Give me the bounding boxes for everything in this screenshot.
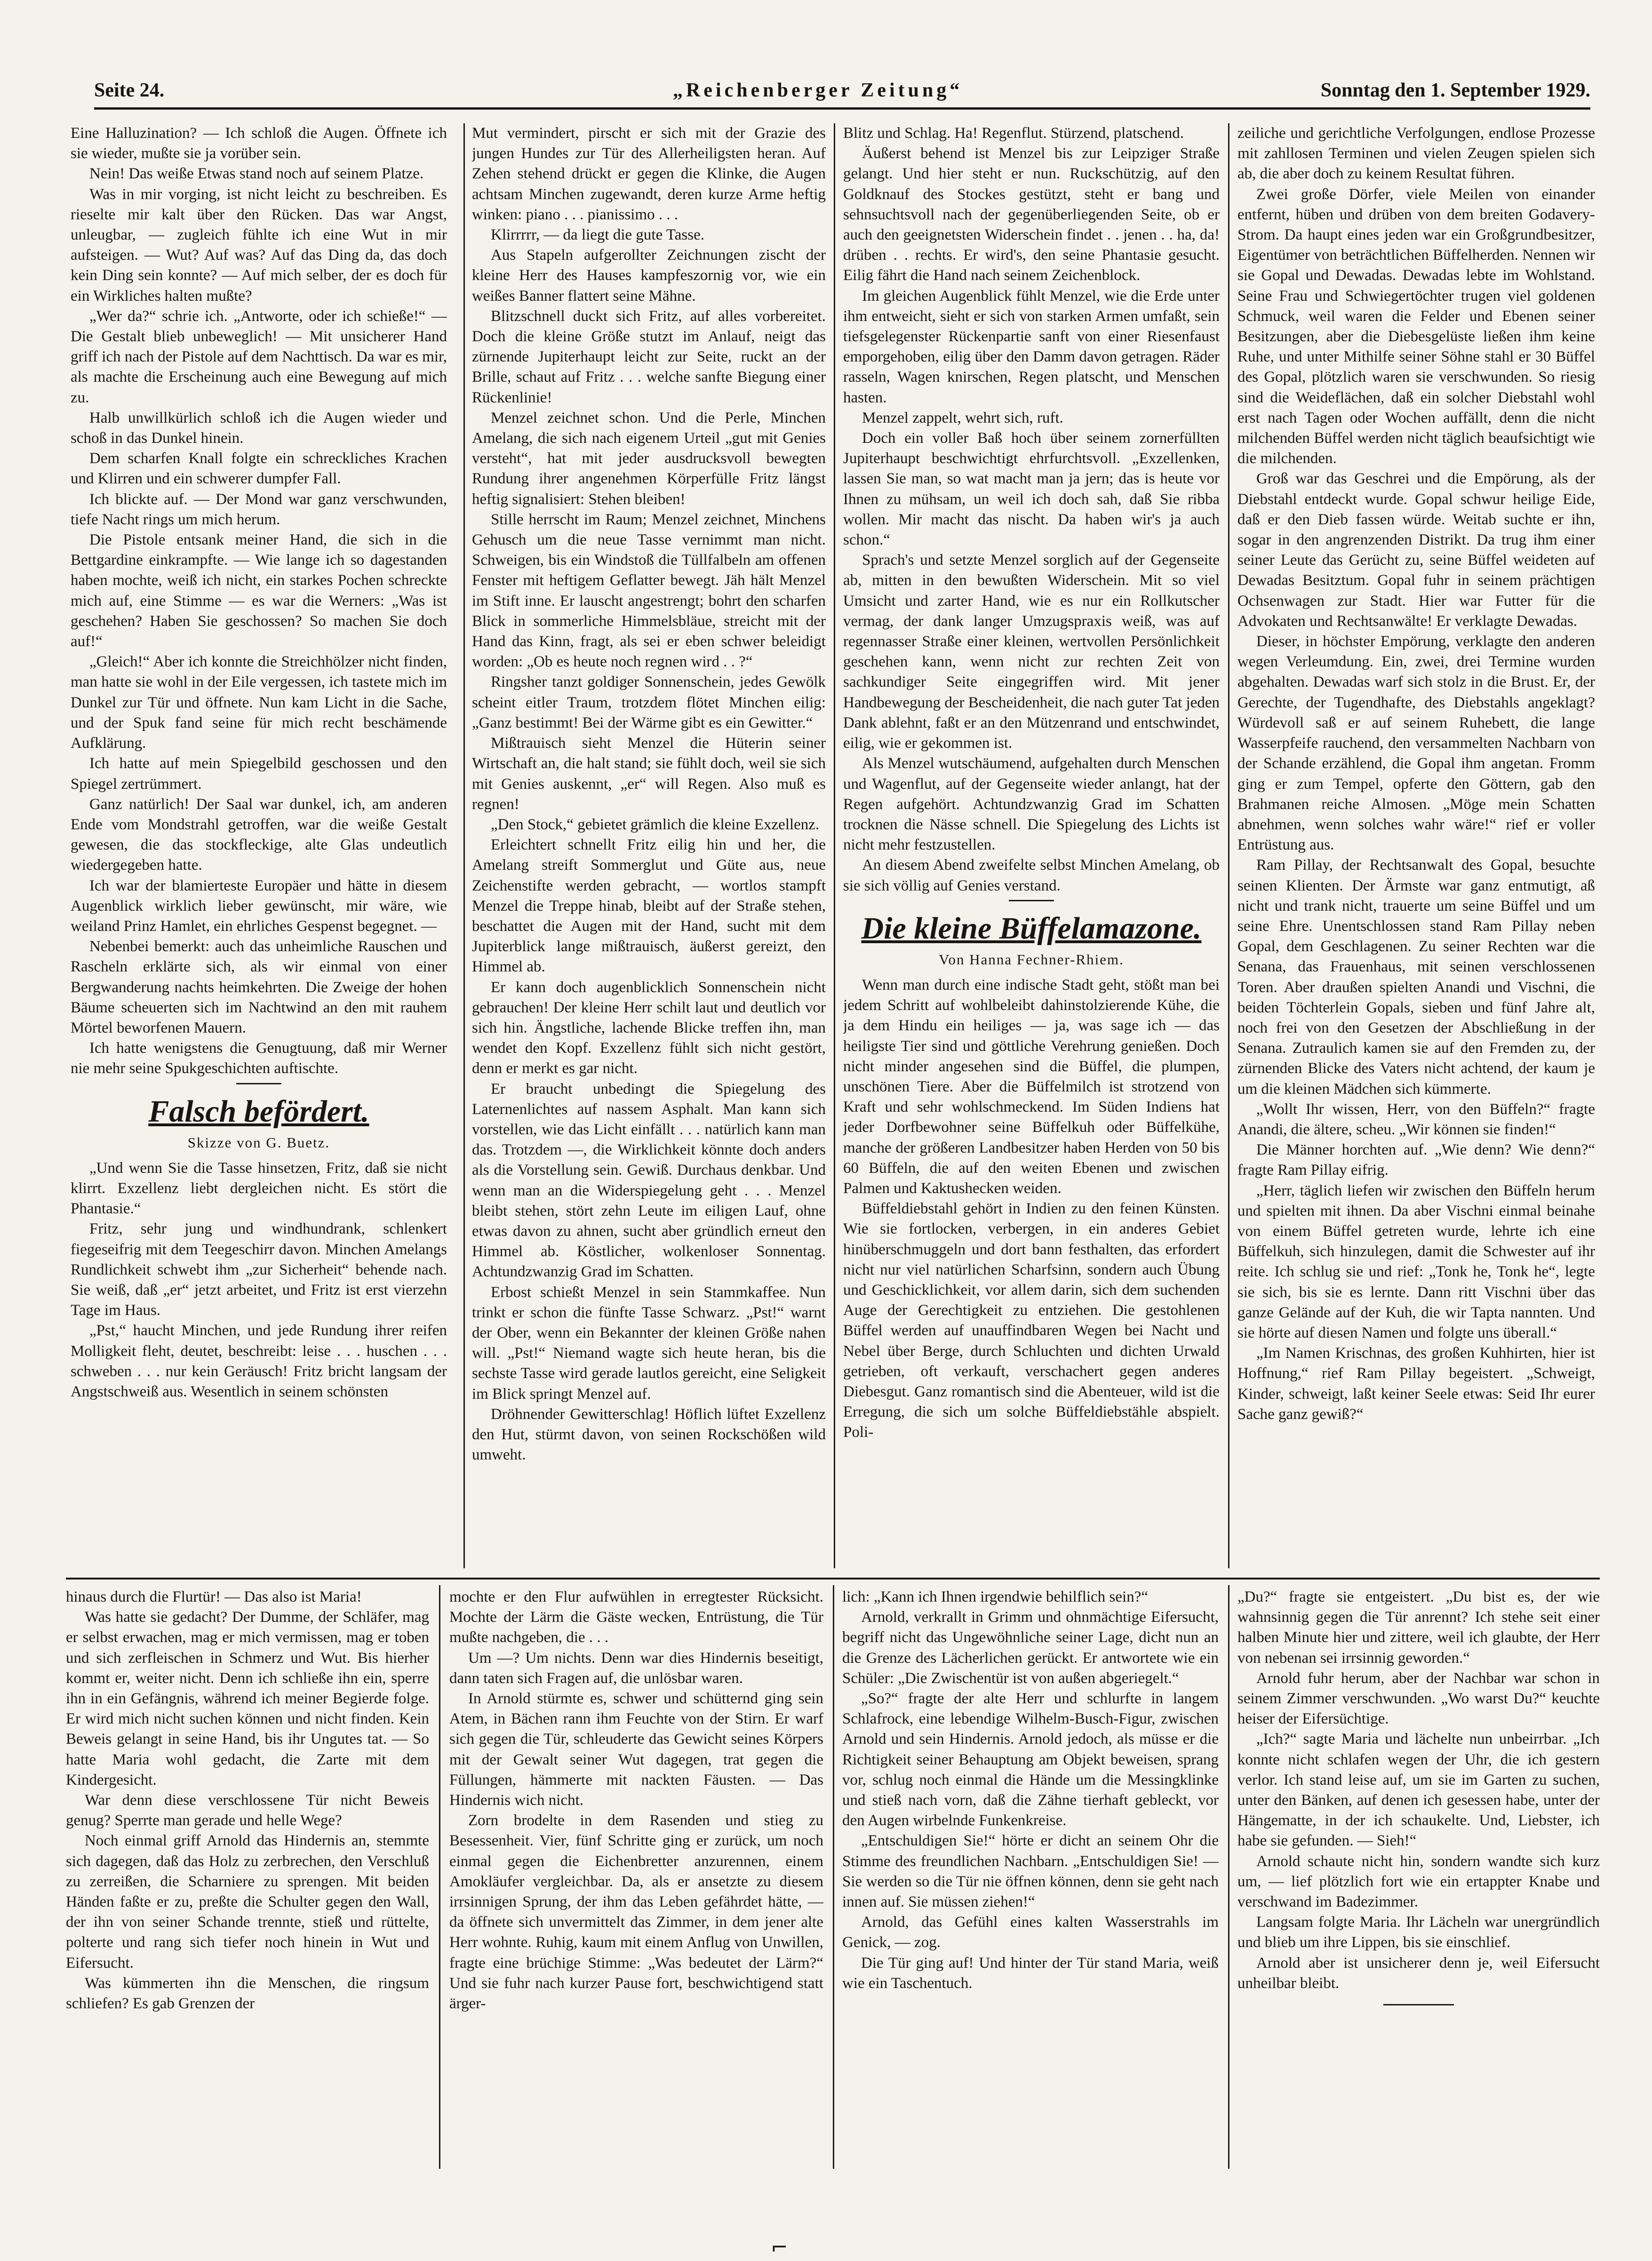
- paragraph: Im gleichen Augenblick fühlt Menzel, wie die Erde unter ihm entweicht, sieht er sich von starken Armen umfaßt, sein tiefsgelegenster Rückenpartie sanft von einer Riesenfaust emporgehoben, eilig über den Damm davon getragen. Räder rasseln, Wagen knirschen, Regen platscht, und Menschen hasten.: [843, 287, 1220, 406]
- story-divider: [1009, 900, 1054, 901]
- paragraph: Dröhnender Gewitterschlag! Höflich lüftet Exzellenz den Hut, stürmt davon, von seinen Rockschößen wild umweht.: [472, 1405, 826, 1464]
- paragraph: Er kann doch augenblicklich Sonnenschein nicht gebrauchen! Der kleine Herr schilt laut und deutlich vor sich hin. Ängstliche, lachende Blicke treffen ihn, man wendet den Kopf. Exzellenz fühlt sich nicht gestört, denn er merkt es gar nicht.: [472, 978, 826, 1077]
- paragraph: Er braucht unbedingt die Spiegelung des Laternenlichtes auf nassem Asphalt. Man kann sich vorstellen, wie das Licht einfällt . . . natürlich kann man das. Trotzdem —, die Wirklichkeit könnte doch anders als die Vorstellung sein. Gewiß. Durchaus denkbar. Und wenn man an die Widerspiegelung geht . . . Menzel bleibt stehen, stört zehn Leute im eiligen Lauf, ohne etwas davon zu ahnen, sucht aber gründlich erneut den Himmel ab. Köstlicher, wolkenloser Sonnentag. Achtundzwanzig Grad im Schatten.: [472, 1080, 826, 1281]
- paragraph: „Pst,“ haucht Minchen, und jede Rundung ihrer reifen Molligkeit fleht, deutet, beschreibt: leise . . . huschen . . . schweben . . . nur kein Geräusch! Fritz bricht langsam der Angstschweiß aus. Wesentlich in seinem schönsten: [71, 1322, 447, 1400]
- paragraph: Ringsher tanzt goldiger Sonnenschein, jedes Gewölk scheint eitler Traum, trotzdem flötet Minchen eilig: „Ganz bestimmt! Bei der Wärme gibt es ein Gewitter.“: [472, 673, 826, 731]
- column-divider: [463, 123, 465, 1568]
- paragraph: Sprach's und setzte Menzel sorglich auf der Gegenseite ab, mitten in den bewußten Widerschein. Mit so viel Umsicht und zarter Hand, wie es nur ein Rollkutscher vermag, der dank langer Umzugspraxis weiß, was auf regennasser Straße einer kleinen, wertvollen Persönlichkeit geschehen kann, wenn nicht zur rechten Zeit von sachkundiger Seite eingegriffen wird. Mit jener Handbewegung der Bescheidenheit, die nach guter Tat jeden Dank ablehnt, faßt er an den Mützenrand und entschwindet, eilig, wie er gekommen ist.: [843, 552, 1220, 752]
- paragraph: Erleichtert schnellt Fritz eilig hin und her, die Amelang streift Sommerglut und Güte aus, neue Zeichenstifte werden gebracht, — wortlos stampft Menzel die Treppe hinab, bleibt auf der Straße stehen, beschattet die Augen mit der Hand, sucht mit dem Jupiterblick lange mißtrauisch, äußerst gereizt, den Himmel ab.: [472, 836, 826, 976]
- paragraph: Noch einmal griff Arnold das Hindernis an, stemmte sich dagegen, daß das Holz zu zerbrechen, den Verschluß zu zerreißen, die Scharniere zu sprengen. Mit beiden Händen faßte er zu, preßte die Schulter gegen den Wall, der ihn von seiner Schande trennte, stieß und rüttelte, polterte und rang sich tiefer noch hinein in Wut und Eifersucht.: [66, 1832, 429, 1972]
- paragraph: Ich hatte auf mein Spiegelbild geschossen und den Spiegel zertrümmert.: [71, 755, 447, 793]
- story-byline: Von Hanna Fechner-Rhiem.: [939, 951, 1124, 968]
- header-rule: [94, 107, 1590, 110]
- article-column: [1237, 123, 1595, 1569]
- newspaper-name: „Reichenberger Zeitung“: [673, 80, 963, 101]
- paragraph: Eine Halluzination? — Ich schloß die Augen. Öffnete ich sie wieder, mußte sie ja vorüber sein.: [71, 125, 447, 162]
- article-column: [843, 123, 1220, 1569]
- paragraph: Klirrrrr, — da liegt die gute Tasse.: [491, 226, 704, 244]
- column-divider: [833, 1585, 834, 2169]
- paragraph: Blitzschnell duckt sich Fritz, auf alles vorbereitet. Doch die kleine Größe stutzt im Anlauf, neigt das zürnende Jupiterhaupt leicht zur Seite, ruckt an der Brille, schaut auf Fritz . . . welche sanfte Biegung einer Rückenlinie!: [472, 307, 826, 406]
- paragraph: Büffeldiebstahl gehört in Indien zu den feinen Künsten. Wie sie fortlocken, verbergen, in ein anderes Gebiet hinüberschmuggeln und dort bann festhalten, das erfordert nicht nur viel natürlichen Scharfsinn, sondern auch Übung und Geschicklichkeit, vor allem darin, sich dem suchenden Auge der Gerechtigkeit zu entziehen. Die gestohlenen Büffel werden auf unauffindbaren Wegen bei Nacht und Nebel über Berge, durch Schluchten und dichten Urwald getrieben, oft verkauft, verschachert gegen anderes Diebesgut. Ganz romantisch sind die Abenteuer, wild ist die Erregung, die sich um solche Büffeldiebstähle abspielt. Poli-: [843, 1200, 1220, 1441]
- paragraph: hinaus durch die Flurtür! — Das also ist Maria!: [66, 1588, 362, 1605]
- article-column: [1237, 1587, 1600, 2171]
- paragraph: „Wollt Ihr wissen, Herr, von den Büffeln?“ fragte Anandi, die ältere, scheu. „Wir können sie finden!“: [1237, 1100, 1595, 1138]
- paragraph: „Den Stock,“ gebietet grämlich die kleine Exzellenz.: [491, 816, 820, 833]
- paragraph: Ich hatte wenigstens die Genugtuung, daß mir Werner nie mehr seine Spukgeschichten auftischte.: [71, 1040, 447, 1077]
- article-column: [472, 123, 826, 1569]
- story-divider: [236, 1083, 281, 1084]
- paragraph: Die Tür ging auf! Und hinter der Tür stand Maria, weiß wie ein Taschentuch.: [842, 1954, 1219, 1992]
- column-divider: [834, 123, 835, 1568]
- paragraph: Arnold aber ist unsicherer denn je, weil Eifersucht unheilbar bleibt.: [1237, 1954, 1600, 1992]
- paragraph: Dem scharfen Knall folgte ein schreckliches Krachen und Klirren und ein schwerer dumpfer Fall.: [71, 450, 447, 488]
- paragraph: Arnold, das Gefühl eines kalten Wasserstrahls im Genick, — zog.: [842, 1914, 1219, 1951]
- column-divider: [439, 1585, 440, 2169]
- paragraph: An diesem Abend zweifelte selbst Minchen Amelang, ob sie sich völlig auf Genies verstand.: [843, 857, 1220, 894]
- story-end-rule: [1383, 2004, 1454, 2005]
- paragraph: Arnold, verkrallt in Grimm und ohnmächtige Eifersucht, begriff nicht das Ungewöhnliche seiner Lage, dicht nun an die Grenze des Lächerlichen gerückt. Er antwortete wie ein Schüler: „Die Zwischentür ist von außen abgeriegelt.“: [842, 1609, 1219, 1687]
- paragraph: „Herr, täglich liefen wir zwischen den Büffeln herum und spielten mit ihnen. Da aber Vischni einmal beinahe von einem Büffel getreten wurde, lehrte ich eine Büffelkuh, sich hinzulegen, damit die Schwester auf ihr reite. Ich schlug sie und rief: „Tonk he, Tonk he“, legte sie sich, bis sie es lernte. Dann ritt Vischni über das ganze Gelände auf der Kuh, die wir Tapta nannten. Und sie hörte auf diesen Namen und folgte uns überall.“: [1237, 1182, 1595, 1341]
- paragraph: Als Menzel wutschäumend, aufgehalten durch Menschen und Wagenflut, auf der Gegenseite wieder anlangt, hat der Regen aufgehört. Achtundzwanzig Grad im Schatten trocknen die Nässe schnell. Die Spiegelung des Lichts ist nicht mehr festzustellen.: [843, 755, 1220, 854]
- paragraph: Die Pistole entsank meiner Hand, die sich in die Bettgardine einkrampfte. — Wie lange ich so dagestanden haben mochte, weiß ich nicht, ein starkes Pochen schreckte mich auf, eine Stimme — es war die Werners: „Was ist geschehen? Haben Sie geschossen? So machen Sie doch auf!“: [71, 531, 447, 650]
- paragraph: Um —? Um nichts. Denn war dies Hindernis beseitigt, dann taten sich Fragen auf, die unlösbar waren.: [449, 1649, 823, 1687]
- paragraph: Was hatte sie gedacht? Der Dumme, der Schläfer, mag er selbst erwachen, mag er mich vermissen, mag er toben und sich zerfleischen in Schmerz und Wut. Bis hierher kommt er, weiter nicht. Denn ich schließe ihn ein, sperre ihn in ein Gefängnis, während ich meiner Begierde folge. Er wird mich nicht suchen können und nicht finden. Kein Beweis gelangt in seine Hand, bis ihr Ungutes tat. — So hatte Maria wohl gedacht, die Zarte mit dem Kindergesicht.: [66, 1609, 429, 1788]
- story-byline: Skizze von G. Buetz.: [187, 1134, 330, 1151]
- paragraph: Mut vermindert, pirscht er sich mit der Grazie des jungen Hundes zur Tür des Allerheiligsten heran. Auf Zehen stehend drückt er gegen die Klinke, die Augen achtsam Minchen zugewandt, deren kurze Arme heftig winken: piano . . . pianissimo . . .: [472, 125, 826, 223]
- paragraph: „So?“ fragte der alte Herr und schlurfte in langem Schlafrock, eine lebendige Wilhelm-Busch-Figur, zwischen Arnold und sein Hindernis. Arnold jedoch, als müsse er die Richtigkeit seiner Behauptung am Objekt beweisen, sprang vor, schlug noch einmal die Hände um die Messingklinke und stieß nach vorn, daß die Zähne tierhaft gebleckt, vor den Augen wirbelnde Funkenkreise.: [842, 1690, 1219, 1829]
- article-column: [66, 1587, 429, 2171]
- paragraph: Ich blickte auf. — Der Mond war ganz verschwunden, tiefe Nacht rings um mich herum.: [71, 490, 447, 528]
- paragraph: Dieser, in höchster Empörung, verklagte den anderen wegen Verleumdung. Ein, zwei, drei Termine wurden abgehalten. Dewadas warf sich stolz in die Brust. Er, der Gerechte, der Tugendhafte, des Diebstahls angeklagt? Würdevoll saß er auf seinem Ruhebett, die lange Wasserpfeife rauchend, den versammelten Nachbarn von der Schande erzählend, die Gopal ihm angetan. Fromm ging er zum Tempel, opferte den Göttern, gab den Brahmanen reiche Almosen. „Möge mein Schatten abnehmen, wenn solches wahr wäre!“ rief er voller Entrüstung aus.: [1237, 633, 1595, 854]
- column-divider: [1228, 123, 1229, 1568]
- paragraph: Ich war der blamierteste Europäer und hätte in diesem Augenblick wirklich lieber gewünscht, mir wäre, wie weiland Prinz Hamlet, ein ehrliches Gespenst begegnet. —: [71, 877, 447, 935]
- page-number: Seite 24.: [94, 80, 165, 101]
- footer-mark: ⌐: [771, 2236, 788, 2260]
- paragraph: Was kümmerten ihn die Menschen, die ringsum schliefen? Es gab Grenzen der: [66, 1974, 429, 2012]
- paragraph: Äußerst behend ist Menzel bis zur Leipziger Straße gelangt. Und hier steht er nun. Ruckschützig, auf den Goldknauf des Stockes gestützt, steht er bang und sehnsuchtsvoll nach der gegenüberliegenden Seite, ob er auch den geeignetsten Widerschein findet . . jenen . . ha, da! drüben . . rechts. Er wird's, den seine Phantasie gesucht. Eilig fährt die Hand nach seinem Zeichenblock.: [843, 145, 1220, 284]
- paragraph: Ram Pillay, der Rechtsanwalt des Gopal, besuchte seinen Klienten. Der Ärmste war ganz entmutigt, aß nicht und trank nicht, trauerte um seine Büffel und um seine Ehre. Unentschlossen stand Ram Pillay neben Gopal, dem Geschlagenen. Zu seiner Rechten war die Senana, das Frauenhaus, mit seinen verschlossenen Toren. Aber draußen spielten Anandi und Vischni, die beiden Töchterlein Gopals, sieben und fünf Jahre alt, noch frei von den Gesetzen der Abschließung in der Senana. Zutraulich kamen sie auf den Fremden zu, der zürnenden Blicke des Vaters nicht achtend, der kaum je um die kleinen Mädchen sich kümmerte.: [1237, 857, 1595, 1098]
- paragraph: Zorn brodelte in dem Rasenden und stieg zu Besessenheit. Vier, fünf Schritte ging er zurück, um noch einmal gegen die Eichenbretter anzurennen, einem Amokläufer vergleichbar. Da, als er ansetzte zu diesem irrsinnigen Sprung, der ihm das Leben gefährdet hätte, — da öffnete sich unvermittelt das Zimmer, in dem jener alte Herr wohnte. Ruhig, kaum mit einem Anflug von Unwillen, fragte eine brüchige Stimme: „Was bedeutet der Lärm?“ Und sie fuhr nach kurzer Pause fort, beschwichtigend statt ärger-: [449, 1812, 823, 2012]
- story-title: Falsch befördert.: [148, 1094, 369, 1129]
- paragraph: Die Männer horchten auf. „Wie denn? Wie denn?“ fragte Ram Pillay eifrig.: [1237, 1141, 1595, 1179]
- paragraph: Nein! Das weiße Etwas stand noch auf seinem Platze.: [89, 165, 424, 183]
- paragraph: zeiliche und gerichtliche Verfolgungen, endlose Prozesse mit zahllosen Terminen und vielen Zeugen spielen sich ab, die aber doch zu keinem Resultat führen.: [1237, 125, 1595, 183]
- paragraph: „Gleich!“ Aber ich konnte die Streichhölzer nicht finden, man hatte sie wohl in der Eile vergessen, ich tastete mich im Dunkel zur Tür und öffnete. Nun kam Licht in die Sache, und der Spuk fand seine für mich recht beschämende Aufklärung.: [71, 653, 447, 752]
- paragraph: „Ich?“ sagte Maria und lächelte nun unbeirrbar. „Ich konnte nicht schlafen wegen der Uhr, die ich gestern verlor. Ich stand leise auf, um sie im Garten zu suchen, unter den Bänken, auf denen ich gesessen habe, unter der Hängematte, in der ich schaukelte. Und, Liebster, ich habe sie gefunden. — Sieh!“: [1237, 1731, 1600, 1850]
- section-divider: [66, 1578, 1600, 1579]
- paragraph: War denn diese verschlossene Tür nicht Beweis genug? Sperrte man gerade und helle Wege?: [66, 1792, 429, 1829]
- paragraph: „Wer da?“ schrie ich. „Antworte, oder ich schieße!“ — Die Gestalt blieb unbeweglich! — Mit unsicherer Hand griff ich nach der Pistole auf dem Nachttisch. Da war es mir, als machte die Erscheinung auch eine Bewegung auf mich zu.: [71, 307, 447, 406]
- paragraph: Halb unwillkürlich schloß ich die Augen wieder und schoß in das Dunkel hinein.: [71, 409, 447, 447]
- story-title: Die kleine Büffelamazone.: [861, 911, 1202, 946]
- paragraph: Langsam folgte Maria. Ihr Lächeln war unergründlich und blieb um ihre Lippen, bis sie einschlief.: [1237, 1914, 1600, 1951]
- article-column: [71, 123, 447, 1569]
- paragraph: Groß war das Geschrei und die Empörung, als der Diebstahl entdeckt wurde. Gopal schwur heilige Eide, daß er den Dieb fassen würde. Weitab suchte er ihn, sogar in den angrenzenden Distrikt. Da trug ihm einer seiner Leute das Gerücht zu, seine Büffel weideten auf Dewadas Besitztum. Gopal fuhr in seinem prächtigen Ochsenwagen zur Stadt. Hier war Futter für die Advokaten und Rechtsanwälte! Er verklagte Dewadas.: [1237, 470, 1595, 630]
- paragraph: lich: „Kann ich Ihnen irgendwie behilflich sein?“: [842, 1588, 1148, 1605]
- paragraph: „Und wenn Sie die Tasse hinsetzen, Fritz, daß sie nicht klirrt. Exzellenz liebt dergleichen nicht. Es stört die Phantasie.“: [71, 1159, 447, 1218]
- paragraph: Wenn man durch eine indische Stadt geht, stößt man bei jedem Schritt auf wohlbeleibt dahinstolzierende Kühe, die ja dem Hindu ein heiliges — ja, was sage ich — das heiligste Tier sind und göttliche Verehrung genießen. Doch nicht minder angesehen sind die Büffel, die plumpen, unschönen Tiere. Aber die Büffelmilch ist strotzend von Kraft und sehr wohlschmeckend. Im Süden Indiens hat jeder Dorfbewohner seine Büffelkuh oder Büffelkühe, manche der größeren Landbesitzer haben Herden von 50 bis 60 Büffeln, die auf den weiten Ebenen und zwischen Palmen und Kaktushecken weiden.: [843, 976, 1220, 1197]
- page-header: [94, 79, 1590, 106]
- paragraph: „Entschuldigen Sie!“ hörte er dicht an seinem Ohr die Stimme des freundlichen Nachbarn. „Entschuldigen Sie! — Sie werden so die Tür nie öffnen können, denn sie geht nach innen auf. Sie müssen ziehen!“: [842, 1832, 1219, 1911]
- paragraph: Fritz, sehr jung und windhundrank, schlenkert fiegeseifrig mit dem Teegeschirr davon. Minchen Amelangs Rundlichkeit schwebt ihm „zur Sicherheit“ behende nach. Sie weiß, daß „er“ jetzt arbeitet, und Fritz ist erst vierzehn Tage im Haus.: [71, 1220, 447, 1319]
- paragraph: Nebenbei bemerkt: auch das unheimliche Rauschen und Rascheln erklärte sich, als wir einmal von einer Bergwanderung nachts heimkehrten. Die Zweige der hohen Bäume scheuerten sich im Nachtwind an den mit rauhem Mörtel beworfenen Mauern.: [71, 938, 447, 1036]
- paragraph: Arnold fuhr herum, aber der Nachbar war schon in seinem Zimmer verschwunden. „Wo warst Du?“ keuchte heiser der Eifersüchtige.: [1237, 1669, 1600, 1728]
- paragraph: Mißtrauisch sieht Menzel die Hüterin seiner Wirtschaft an, die halt stand; sie fühlt doch, weil sie sich mit Genies auskennt, „er“ will Regen. Also muß es regnen!: [472, 735, 826, 813]
- paragraph: Menzel zeichnet schon. Und die Perle, Minchen Amelang, die sich nach eigenem Urteil „gut mit Genies versteht“, hat mit jeder ausdrucksvoll bewegten Rundung ihrer angenehmen Körperfülle Fritz längst heftig signalisiert: Stehen bleiben!: [472, 409, 826, 508]
- paragraph: Erbost schießt Menzel in sein Stammkaffee. Nun trinkt er schon die fünfte Tasse Schwarz. „Pst!“ warnt der Ober, wenn ein Bekannter der kleinen Größe nahen will. „Pst!“ Niemand wagte sich heute heran, bis die sechste Tasse wird gerade lautlos gereicht, eine Seligkeit im Blick springt Menzel auf.: [472, 1283, 826, 1403]
- paragraph: Menzel zappelt, wehrt sich, ruft.: [862, 409, 1063, 426]
- paragraph: mochte er den Flur aufwühlen in erregtester Rücksicht. Mochte der Lärm die Gäste wecken, Entrüstung, die Tür mußte nachgeben, die . . .: [449, 1588, 823, 1646]
- paragraph: Arnold schaute nicht hin, sondern wandte sich kurz um, — lief plötzlich fort wie ein ertappter Knabe und verschwand im Badezimmer.: [1237, 1852, 1600, 1911]
- article-column: [449, 1587, 823, 2171]
- paragraph: Blitz und Schlag. Ha! Regenflut. Stürzend, platschend.: [843, 125, 1184, 142]
- paragraph: „Im Namen Krischnas, des großen Kuhhirten, hier ist Hoffnung,“ rief Ram Pillay begeistert. „Schweigt, Kinder, schweigt, laßt keiner Seele etwas: Seid Ihr eurer Sache ganz gewiß?“: [1237, 1345, 1595, 1423]
- paragraph: Doch ein voller Baß hoch über seinem zornerfüllten Jupiterhaupt beschwichtigt ehrfurchtsvoll. „Exzellenken, lassen Sie man, so wat macht man ja jern; das is heute vor Ihnen zu mühsam, un weil ich doch sah, daß Sie ribba wollen. Mir macht das nischt. Da haben wir's ja auch schon.“: [843, 430, 1220, 549]
- paragraph: „Du?“ fragte sie entgeistert. „Du bist es, der wie wahnsinnig gegen die Tür anrennt? Ich stehe seit einer halben Minute hier und zittere, weil ich glaubte, der Herr von nebenan sei irrsinnig geworden.“: [1237, 1588, 1600, 1667]
- paragraph: Aus Stapeln aufgerollter Zeichnungen zischt der kleine Herr des Hauses kampfeszornig vor, wie ein weißes Banner flattert seine Mähne.: [472, 247, 826, 305]
- paragraph: Ganz natürlich! Der Saal war dunkel, ich, am anderen Ende vom Mondstrahl getroffen, war die weiße Gestalt gewesen, die das stockfleckige, alte Glas undeutlich wiedergegeben hatte.: [71, 795, 447, 874]
- column-divider: [1228, 1585, 1229, 2169]
- paragraph: Stille herrscht im Raum; Menzel zeichnet, Minchens Gehusch um die neue Tasse vernimmt man nicht. Schweigen, bis ein Windstoß die Tüllfalbeln am offenen Fenster mit heftigem Geflatter bewegt. Jäh hält Menzel im Stift inne. Er lauscht angestrengt; bohrt den scharfen Blick in sommerliche Himmelsbläue, streicht mit der Hand das Kinn, fragt, als sei er eben schwer beleidigt worden: „Ob es heute noch regnen wird . . ?“: [472, 511, 826, 671]
- issue-date: Sonntag den 1. September 1929.: [1320, 80, 1590, 101]
- paragraph: In Arnold stürmte es, schwer und schütternd ging sein Atem, in Bächen rann ihm Feuchte von der Stirn. Er warf sich gegen die Tür, schleuderte das Gewicht seines Körpers mit der Gewalt seiner Wut dagegen, trat gegen die Füllungen, hämmerte mit nackten Fäusten. — Das Hindernis wich nicht.: [449, 1690, 823, 1809]
- paragraph: Zwei große Dörfer, viele Meilen von einander entfernt, hüben und drüben von dem breiten Godavery-Strom. Da haupt eines jeden war ein Großgrundbesitzer, Eigentümer von beträchtlichen Büffelherden. Nennen wir sie Gopal und Dewadas. Dewadas lebte im Wohlstand. Seine Frau und Schwiegertöchter trugen viel goldenen Schmuck, weil waren die Felder und Ebenen seiner Besitzungen, aber die Diebesgelüste ließen ihm keine Ruhe, und unter Mithilfe seiner Söhne stahl er 30 Büffel des Gopal, plötzlich waren sie verschwunden. So riesig sind die Weideflächen, daß ein solcher Diebstahl wohl erst nach Tagen oder Wochen auffällt, denn die nicht milchenden Büffel werden nicht täglich beaufsichtigt wie die milchenden.: [1237, 185, 1595, 467]
- article-column: [842, 1587, 1219, 2171]
- paragraph: Was in mir vorging, ist nicht leicht zu beschreiben. Es rieselte mir kalt über den Rücken. Das war Angst, unleugbar, — zugleich fühlte ich eine Wut in mir aufsteigen. — Wut? Auf was? Auf das Ding da, das doch kein Ding sein konnte? — Auf mich selber, der es doch für ein Wirkliches halten mußte?: [71, 185, 447, 305]
